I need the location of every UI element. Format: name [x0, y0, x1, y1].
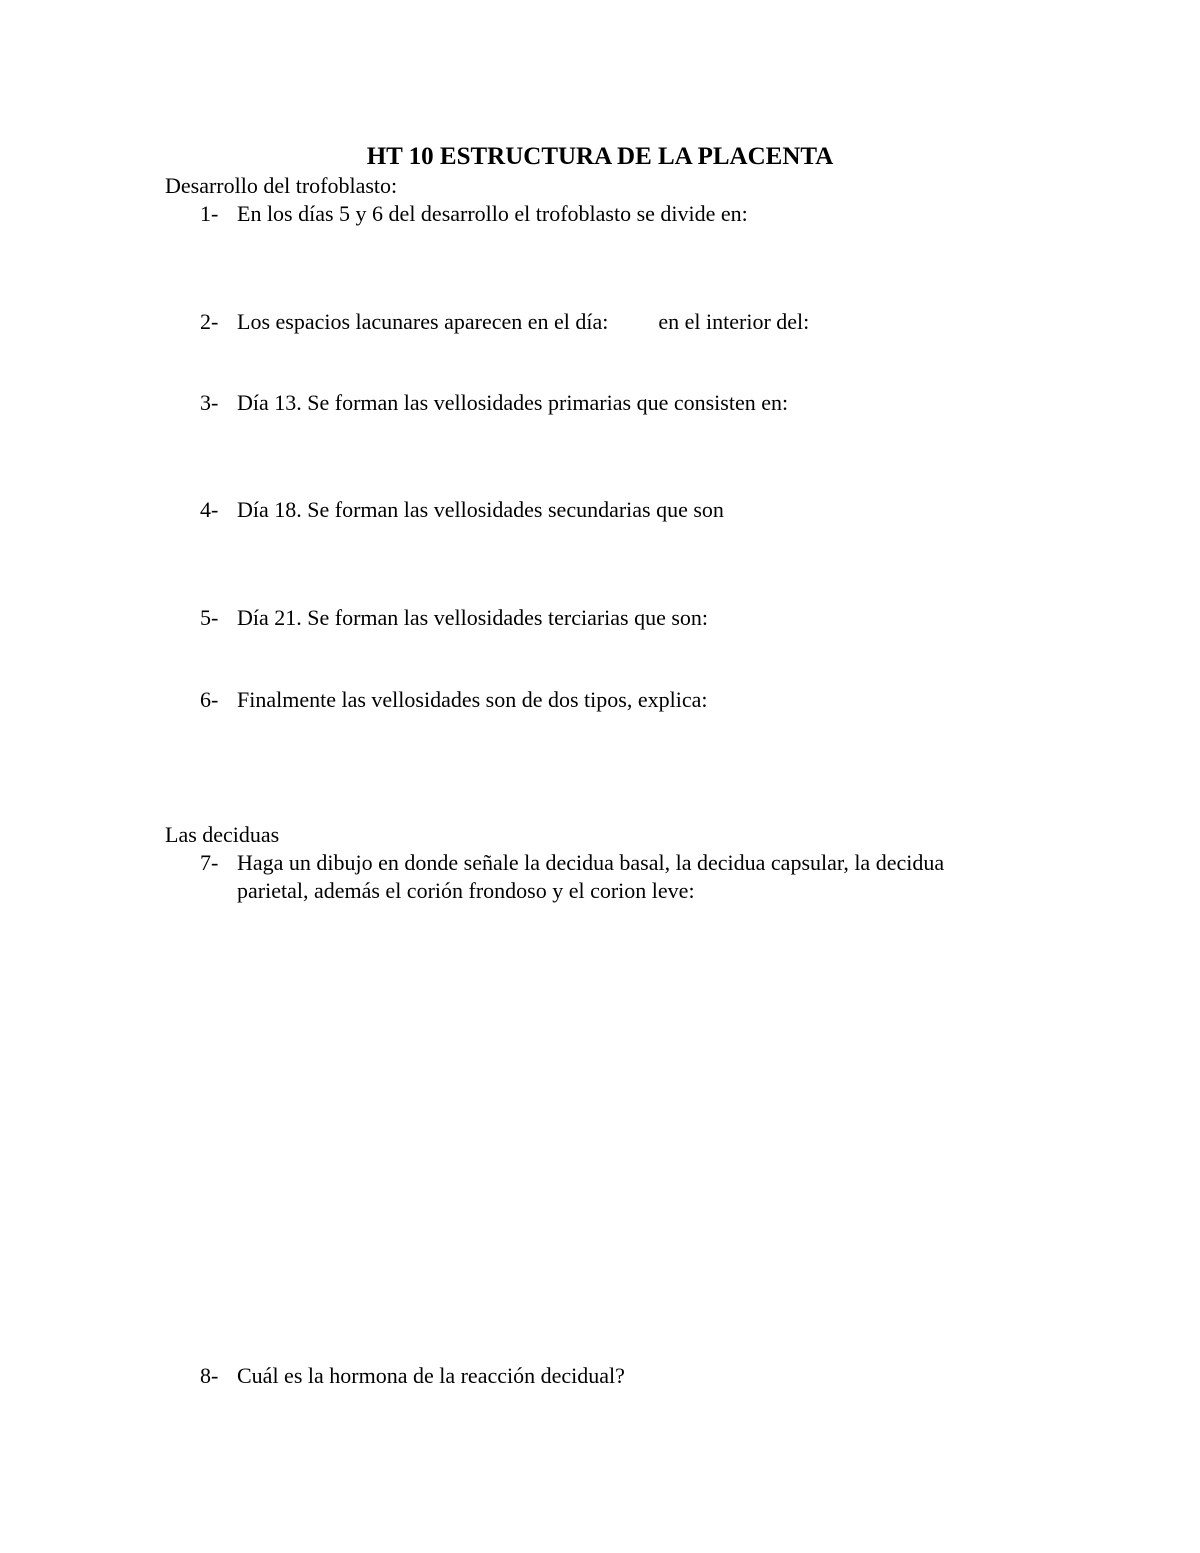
question-number: 7-	[200, 850, 219, 875]
question-number: 3-	[200, 390, 219, 415]
section-heading-trofoblasto: Desarrollo del trofoblasto:	[165, 173, 398, 198]
question-text: Haga un dibujo en donde señale la decidua basal, la decidua capsular, la decidua	[237, 850, 945, 875]
question-text: Los espacios lacunares aparecen en el día:	[237, 309, 609, 334]
question-text: En los días 5 y 6 del desarrollo el trofoblasto se divide en:	[237, 201, 748, 226]
question-text-after-blank: en el interior del:	[658, 309, 810, 334]
question-6	[200, 686, 707, 714]
question-text: Día 13. Se forman las vellosidades primarias que consisten en:	[237, 390, 789, 415]
question-text: Cuál es la hormona de la reacción decidual?	[237, 1363, 625, 1388]
section-heading-deciduas: Las deciduas	[165, 822, 280, 847]
question-7-continuation: parietal, además el corión frondoso y el corion leve:	[237, 878, 695, 903]
question-number: 1-	[200, 201, 219, 226]
question-number: 8-	[200, 1363, 219, 1388]
question-7	[200, 849, 944, 877]
question-4	[200, 496, 724, 524]
question-number: 5-	[200, 605, 219, 630]
question-3	[200, 389, 788, 417]
question-8	[200, 1362, 625, 1390]
question-number: 6-	[200, 687, 219, 712]
question-number: 2-	[200, 309, 219, 334]
question-number: 4-	[200, 497, 219, 522]
question-1	[200, 200, 748, 228]
question-text: Finalmente las vellosidades son de dos tipos, explica:	[237, 687, 708, 712]
document-title: HT 10 ESTRUCTURA DE LA PLACENTA	[366, 143, 834, 170]
question-text: Día 18. Se forman las vellosidades secundarias que son	[237, 497, 724, 522]
question-5	[200, 604, 708, 632]
question-text: Día 21. Se forman las vellosidades terciarias que son:	[237, 605, 709, 630]
question-2	[200, 308, 809, 336]
